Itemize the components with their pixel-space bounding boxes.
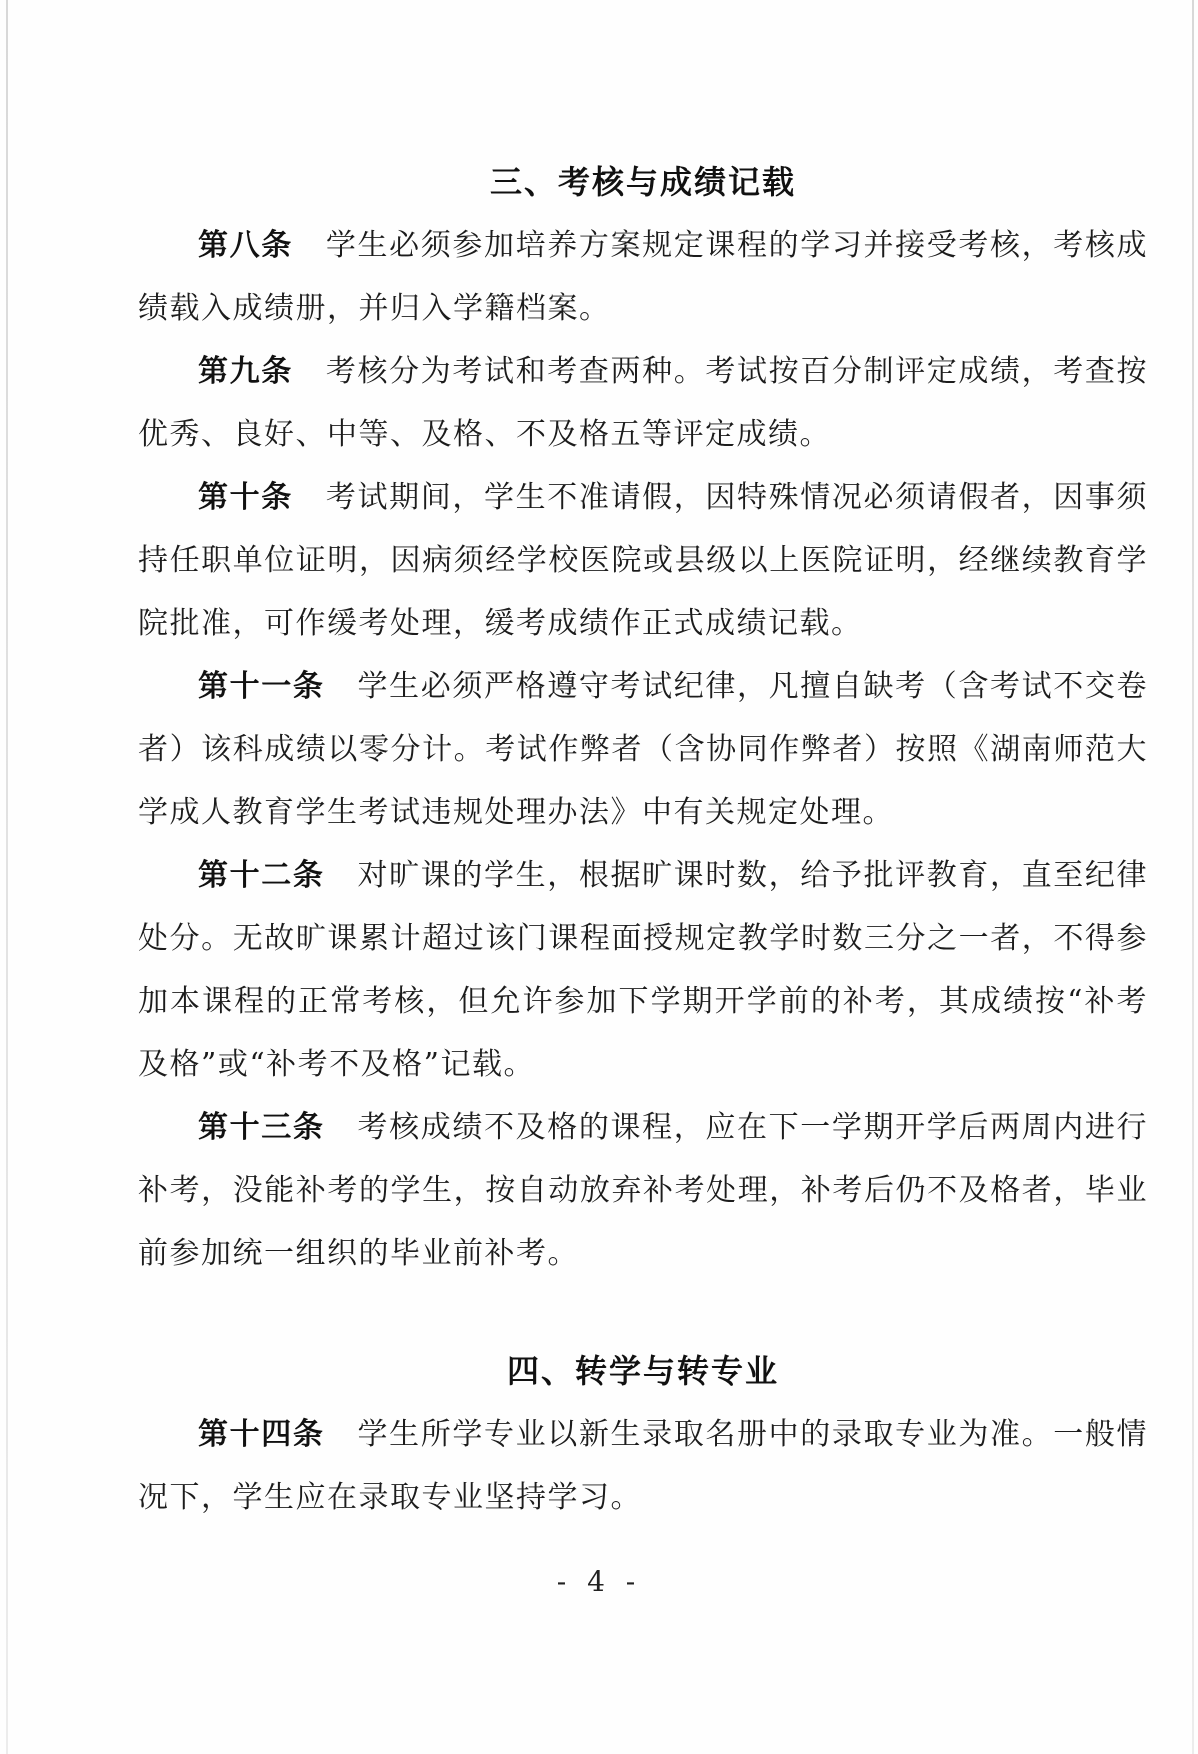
article-label: 第九条 (198, 354, 293, 389)
article-label: 第十条 (198, 480, 293, 515)
document-content (138, 150, 1148, 1529)
article-10 (138, 466, 1148, 655)
article-12 (138, 844, 1148, 1096)
article-label: 第十四条 (198, 1417, 325, 1452)
article-label: 第十二条 (198, 858, 325, 893)
article-text: 考核成绩不及格的课程，应在下一学期开学后两周内进行补考，没能补考的学生，按自动放弃补考处理，补考后仍不及格者，毕业前参加统一组织的毕业前补考。 (138, 1110, 1148, 1271)
page-number: - 4 - (556, 1565, 642, 1598)
section-title-assessment: 三、考核与成绩记载 (489, 163, 796, 201)
scan-edge-right (1192, 0, 1194, 1754)
article-text: 学生必须严格遵守考试纪律，凡擅自缺考（含考试不交卷者）该科成绩以零分计。考试作弊者（含协同作弊者）按照《湖南师范大学成人教育学生考试违规处理办法》中有关规定处理。 (138, 669, 1148, 830)
article-13 (138, 1096, 1148, 1285)
article-11 (138, 655, 1148, 844)
article-label: 第八条 (198, 228, 293, 263)
article-text: 考核分为考试和考查两种。考试按百分制评定成绩，考查按优秀、良好、中等、及格、不及格五等评定成绩。 (138, 354, 1148, 452)
article-8 (138, 214, 1148, 340)
article-text: 学生必须参加培养方案规定课程的学习并接受考核，考核成绩载入成绩册，并归入学籍档案。 (138, 228, 1148, 326)
article-text: 对旷课的学生，根据旷课时数，给予批评教育，直至纪律处分。无故旷课累计超过该门课程面授规定教学时数三分之一者，不得参加本课程的正常考核，但允许参加下学期开学前的补考，其成绩按“补考及格”或“补考不及格”记载。 (138, 858, 1148, 1082)
article-9 (138, 340, 1148, 466)
scan-edge-left (6, 0, 8, 1754)
section-title-transfer: 四、转学与转专业 (506, 1352, 779, 1390)
article-label: 第十一条 (198, 669, 325, 704)
article-label: 第十三条 (198, 1110, 325, 1145)
article-text: 学生所学专业以新生录取名册中的录取专业为准。一般情况下，学生应在录取专业坚持学习。 (138, 1417, 1148, 1515)
article-14 (138, 1403, 1148, 1529)
article-text: 考试期间，学生不准请假，因特殊情况必须请假者，因事须持任职单位证明，因病须经学校医院或县级以上医院证明，经继续教育学院批准，可作缓考处理，缓考成绩作正式成绩记载。 (138, 480, 1148, 641)
